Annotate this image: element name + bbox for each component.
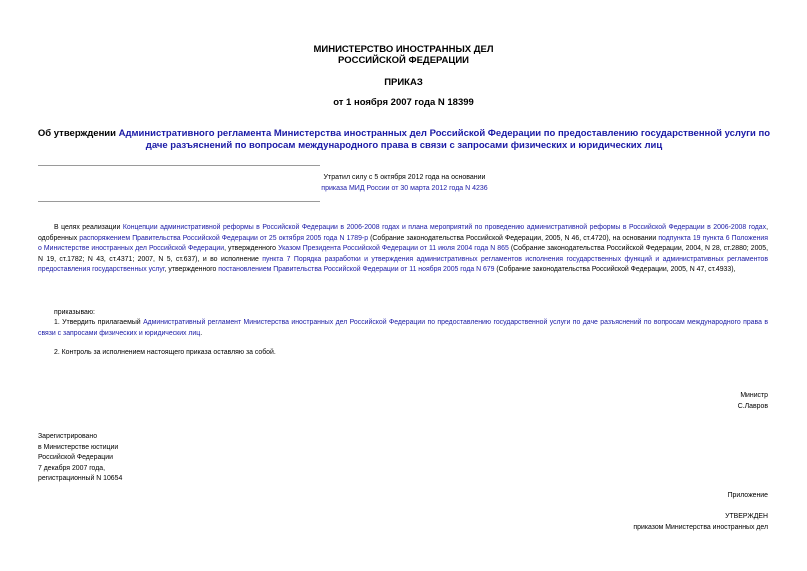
status-note [200,172,609,194]
preamble-paragraph [38,223,768,276]
divider-bottom [38,201,320,202]
registration-line-3: Российской Федерации [38,454,113,461]
preamble-text-1: В целях реализации [54,224,123,231]
procedure-point-link[interactable]: пункта 7 Порядка разработки и утверждения административных регламентов исполнения государственных функций и административных регламентов предоставления государственных услуг [38,255,768,273]
government-order-link[interactable]: распоряжением Правительства Российской Федерации от 25 октября 2005 года N 1789-р [79,234,369,242]
presidential-decree-link[interactable]: Указом Президента Российской Федерации от 11 июля 2004 года N 865 [278,245,509,252]
item-1-regulation-link[interactable]: Административный регламент Министерства иностранных дел Российской Федерации по предоставлению государственной услуги по даче разъяснений по вопросам международного права в связи с запросами физических и юридических лиц [38,319,769,337]
item-1-paragraph [38,318,768,339]
item-1-prefix: 1. Утвердить прилагаемый [54,319,144,326]
ministry-regulation-link[interactable]: подпункта 19 пункта 6 Положения о Министерстве иностранных дел Российской Федерации [38,234,768,252]
divider-top [38,165,320,166]
approval-block [500,512,768,533]
government-resolution-link[interactable]: постановлением Правительства Российской Федерации от 11 ноября 2005 года N 679 [218,266,495,273]
appendix-label: Приложение [727,492,768,499]
preamble-text-3: (Собрание законодательства Российской Федерации, 2005, N 46, ст.4720), на основании [368,234,659,242]
registration-line-4: 7 декабря 2007 года, [38,464,105,472]
signature-name: С.Лавров [737,402,768,410]
signature-block [600,391,768,412]
date-number-heading: от 1 ноября 2007 года N 18399 [333,97,474,108]
preamble-text-6: , утвержденного [164,266,219,273]
status-line-1: Утратил силу с 5 октября 2012 года на основании [323,174,486,181]
ministry-heading [0,44,807,66]
item-1-suffix: . [200,329,203,337]
registration-line-1: Зарегистрировано [38,433,98,440]
ministry-line-1: МИНИСТЕРСТВО ИНОСТРАННЫХ ДЕЛ [313,44,494,55]
preamble-text-4: , утвержденного [224,245,279,252]
preamble-text-5: (Собрание законодательства Российской Федерации, 2004, N 28, ст.2880; 2005, N 19, ст.1782; N 43, ст.4371; 2007, N 5, ст.637), и во исполнение [38,245,768,263]
doc-type-heading: ПРИКАЗ [384,77,423,88]
registration-block [38,432,122,485]
title-prefix: Об утверждении [37,128,119,139]
preamble-text-7: (Собрание законодательства Российской Федерации, 2005, N 47, ст.4933), [494,266,736,273]
approved-word: УТВЕРЖДЕН [725,513,768,520]
title-regulation-link[interactable]: Административного регламента Министерства иностранных дел Российской Федерации по предоставлению государственной услуги по даче разъяснений по вопросам международного права в связи с запросами физических и юридических лиц [118,128,771,151]
concept-reform-link[interactable]: Концепции административной реформы в Российской Федерации в 2006-2008 годах и плана мероприятий по проведению административной реформы в Российской Федерации в 2006-2008 годах [122,224,767,231]
order-word: приказываю: [54,309,95,316]
status-repeal-link[interactable]: приказа МИД России от 30 марта 2012 года N 4236 [321,185,488,192]
item-2: 2. Контроль за исполнением настоящего приказа оставляю за собой. [54,349,276,356]
approved-by-order: приказом Министерства иностранных дел [633,523,768,531]
ministry-line-2: РОССИЙСКОЙ ФЕДЕРАЦИИ [337,55,469,66]
registration-line-5: регистрационный N 10654 [38,475,123,482]
document-title [34,128,774,152]
signature-position: Министр [740,392,768,399]
preamble-text-2: , одобренных [38,224,768,242]
registration-line-2: в Министерстве юстиции [38,443,119,451]
